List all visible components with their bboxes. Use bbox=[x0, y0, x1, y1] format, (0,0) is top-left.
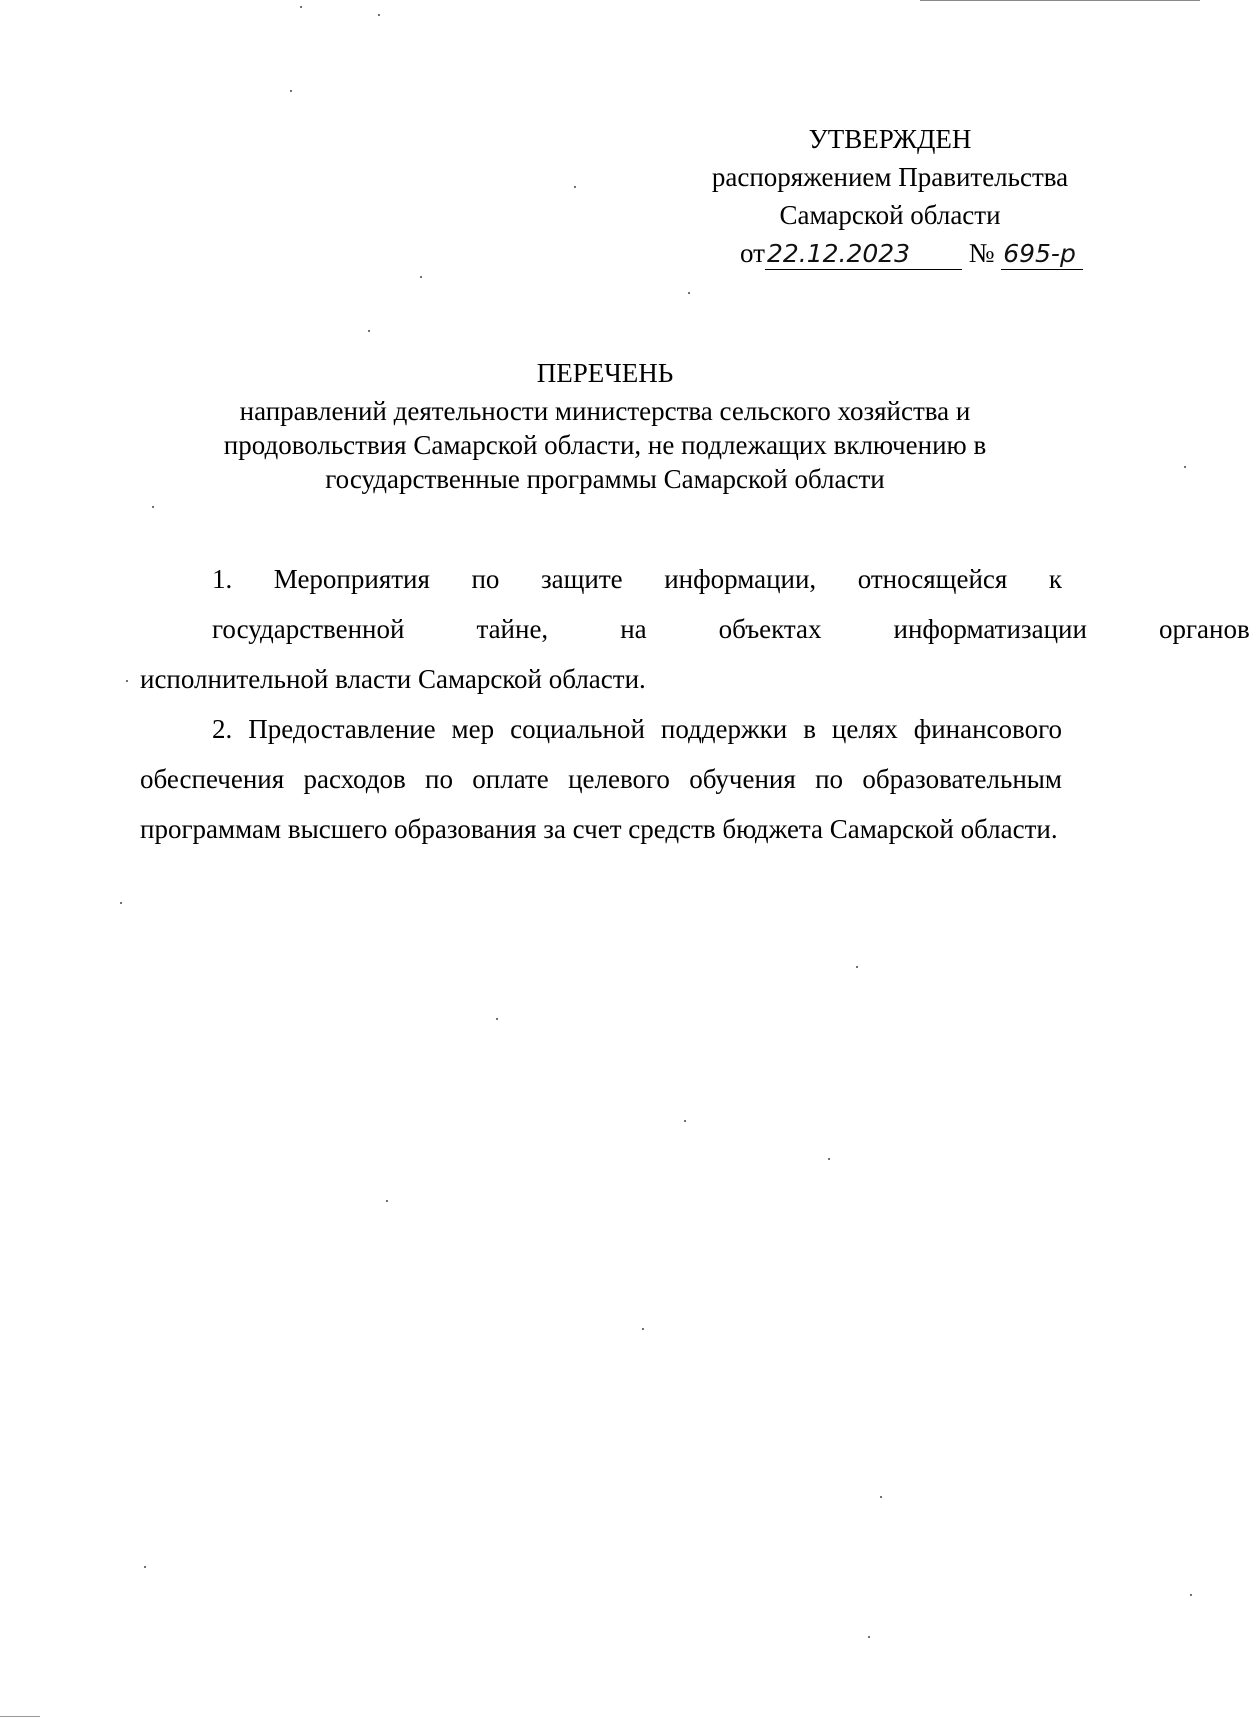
scan-speck bbox=[828, 1158, 830, 1160]
scan-speck bbox=[868, 1636, 870, 1638]
scan-edge-line bbox=[0, 1716, 40, 1717]
word: относящейся bbox=[857, 564, 1008, 594]
handwritten-date: 22.12.2023 bbox=[766, 239, 911, 268]
approval-region: Самарской области bbox=[779, 200, 1001, 230]
approval-title: УТВЕРЖДЕН bbox=[808, 124, 972, 154]
heading-line: продовольствия Самарской области, не подлежащих включению в bbox=[223, 430, 987, 460]
word: защите bbox=[540, 564, 623, 594]
number-prefix: № bbox=[968, 238, 995, 268]
date-prefix: от bbox=[740, 238, 765, 268]
scan-speck bbox=[378, 14, 380, 16]
handwritten-number: 695-р bbox=[1003, 239, 1076, 268]
scan-speck bbox=[386, 1200, 388, 1202]
word: Мероприятия bbox=[273, 564, 430, 594]
scan-speck bbox=[856, 966, 858, 968]
scan-speck bbox=[126, 680, 128, 682]
scan-speck bbox=[642, 1328, 644, 1330]
scan-speck bbox=[300, 6, 302, 8]
scan-speck bbox=[496, 1018, 498, 1020]
scan-speck bbox=[1184, 466, 1186, 468]
list-item-2: 2. Предоставление мер социальной поддержки в целях финансового обеспечения расходов по оплате целевого обучения по образовательным программам высшего образования за счет средств бюджета Самарской области. bbox=[140, 714, 1062, 844]
item1-line2 bbox=[140, 604, 1250, 654]
number-field bbox=[1001, 238, 1083, 270]
date-field bbox=[765, 238, 962, 270]
document-body bbox=[140, 554, 1250, 854]
scan-speck bbox=[574, 186, 576, 188]
scan-speck bbox=[368, 330, 370, 332]
approval-block bbox=[660, 120, 1080, 272]
word: объектах bbox=[718, 614, 822, 644]
scan-speck bbox=[120, 902, 122, 904]
word: к bbox=[1048, 564, 1062, 594]
word: органов bbox=[1158, 614, 1250, 644]
word: тайне, bbox=[476, 614, 549, 644]
scan-speck bbox=[688, 292, 690, 294]
scan-speck bbox=[152, 506, 154, 508]
scan-speck bbox=[290, 90, 292, 92]
scan-speck bbox=[684, 1120, 686, 1122]
word: по bbox=[471, 564, 500, 594]
word: на bbox=[620, 614, 647, 644]
word: 1. bbox=[212, 564, 233, 594]
scan-speck bbox=[1190, 1594, 1192, 1596]
scan-edge-line bbox=[920, 0, 1200, 1]
list-item-1 bbox=[140, 554, 1250, 704]
heading-line: государственные программы Самарской области bbox=[325, 464, 885, 494]
word: информатизации bbox=[893, 614, 1087, 644]
item1-line1 bbox=[140, 554, 1062, 604]
heading-title: ПЕРЕЧЕНЬ bbox=[536, 358, 674, 388]
scan-speck bbox=[880, 1496, 882, 1498]
document-heading bbox=[140, 356, 1070, 496]
item1-line3: исполнительной власти Самарской области. bbox=[140, 664, 646, 694]
approval-date-row bbox=[730, 234, 1080, 272]
heading-line: направлений деятельности министерства сельского хозяйства и bbox=[239, 396, 971, 426]
scan-speck bbox=[144, 1566, 146, 1568]
word: информации, bbox=[664, 564, 817, 594]
word: государственной bbox=[212, 614, 405, 644]
approval-by: распоряжением Правительства bbox=[711, 162, 1069, 192]
scan-speck bbox=[420, 276, 422, 278]
